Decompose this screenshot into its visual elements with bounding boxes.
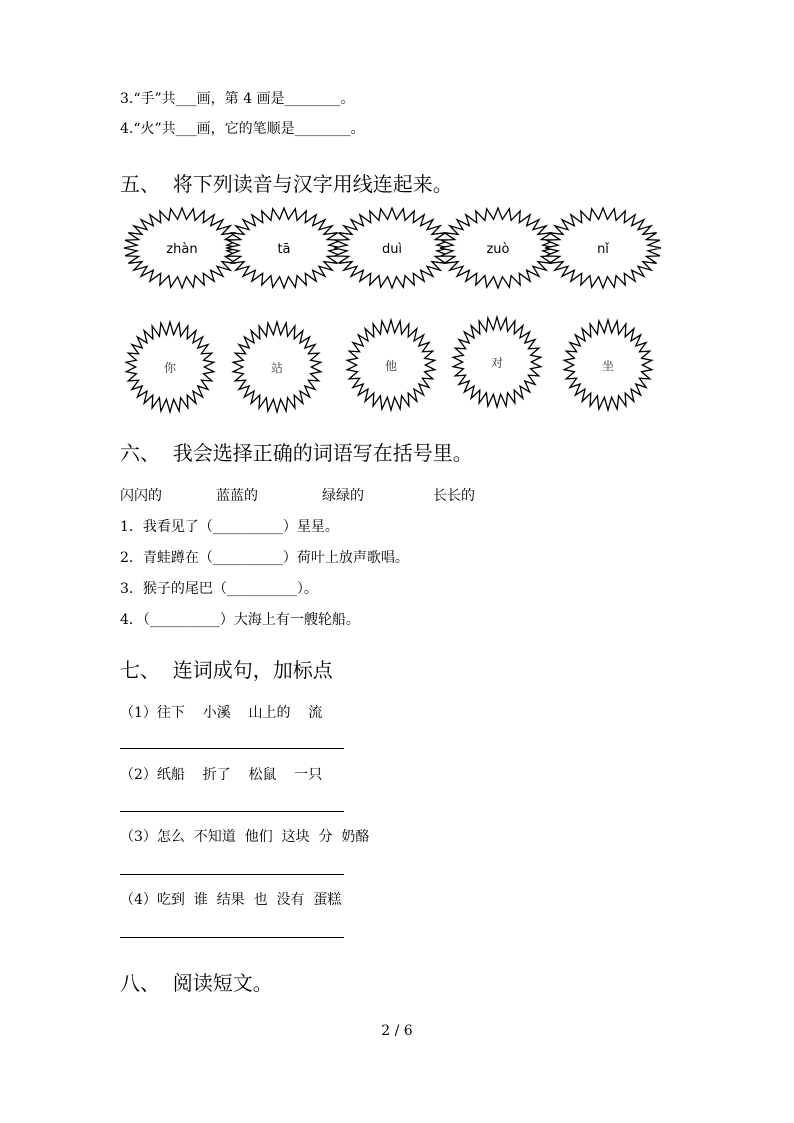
hanzi-burst[interactable]: [233, 322, 321, 412]
hanzi-burst-label: 你: [163, 361, 177, 375]
fill-item-3: 3．猴子的尾巴（__________）。: [120, 581, 318, 597]
hanzi-burst-label: 坐: [601, 359, 615, 373]
pinyin-burst[interactable]: [440, 208, 556, 288]
sentence-item-2: （2）纸船 折了 松鼠 一只: [120, 767, 323, 783]
section-8-title: 八、 阅读短文。: [120, 971, 273, 995]
pinyin-burst-label: nǐ: [597, 242, 609, 257]
question-line-4: 4.“火”共___画，它的笔顺是________。: [120, 121, 365, 137]
sentence-item-3: （3）怎么 不知道 他们 这块 分 奶酪: [120, 829, 370, 845]
section-7-title: 七、 连词成句，加标点: [120, 658, 333, 682]
hanzi-burst-label: 站: [270, 361, 284, 375]
hanzi-burst[interactable]: [126, 322, 214, 412]
question-line-3: 3.“手”共___画，第 4 画是________。: [120, 91, 355, 107]
sentence-item-4: （4）吃到 谁 结果 也 没有 蛋糕: [120, 892, 342, 908]
answer-line-3[interactable]: [120, 874, 344, 875]
fill-item-4: 4．（__________）大海上有一艘轮船。: [120, 612, 360, 628]
page-number: 2 / 6: [381, 1023, 413, 1039]
answer-line-2[interactable]: [120, 811, 344, 812]
pinyin-burst[interactable]: [124, 208, 240, 288]
word-option-2: 蓝蓝的: [216, 488, 258, 504]
hanzi-burst-label: 他: [384, 359, 398, 373]
pinyin-burst-label: duì: [381, 242, 403, 257]
hanzi-burst-label: 对: [490, 356, 504, 370]
sentence-item-1: （1）往下 小溪 山上的 流: [120, 705, 323, 721]
pinyin-burst[interactable]: [545, 208, 661, 288]
word-option-1: 闪闪的: [120, 488, 162, 504]
word-option-3: 绿绿的: [322, 488, 364, 504]
hanzi-burst[interactable]: [453, 317, 541, 407]
pinyin-burst[interactable]: [334, 208, 450, 288]
fill-item-2: 2．青蛙蹲在（__________）荷叶上放声歌唱。: [120, 550, 409, 566]
fill-item-1: 1．我看见了（__________）星星。: [120, 519, 339, 535]
hanzi-burst[interactable]: [564, 320, 652, 410]
pinyin-burst[interactable]: [226, 208, 342, 288]
word-option-4: 长长的: [433, 488, 475, 504]
pinyin-burst-label: zhàn: [166, 242, 198, 257]
matching-diagram: [0, 0, 794, 430]
section-5-title: 五、 将下列读音与汉字用线连起来。: [120, 172, 453, 196]
pinyin-burst-label: zuò: [486, 242, 510, 257]
hanzi-burst[interactable]: [347, 320, 435, 410]
answer-line-1[interactable]: [120, 748, 344, 749]
pinyin-burst-label: tā: [277, 242, 291, 257]
answer-line-4[interactable]: [120, 937, 344, 938]
section-6-title: 六、 我会选择正确的词语写在括号里。: [120, 441, 473, 465]
